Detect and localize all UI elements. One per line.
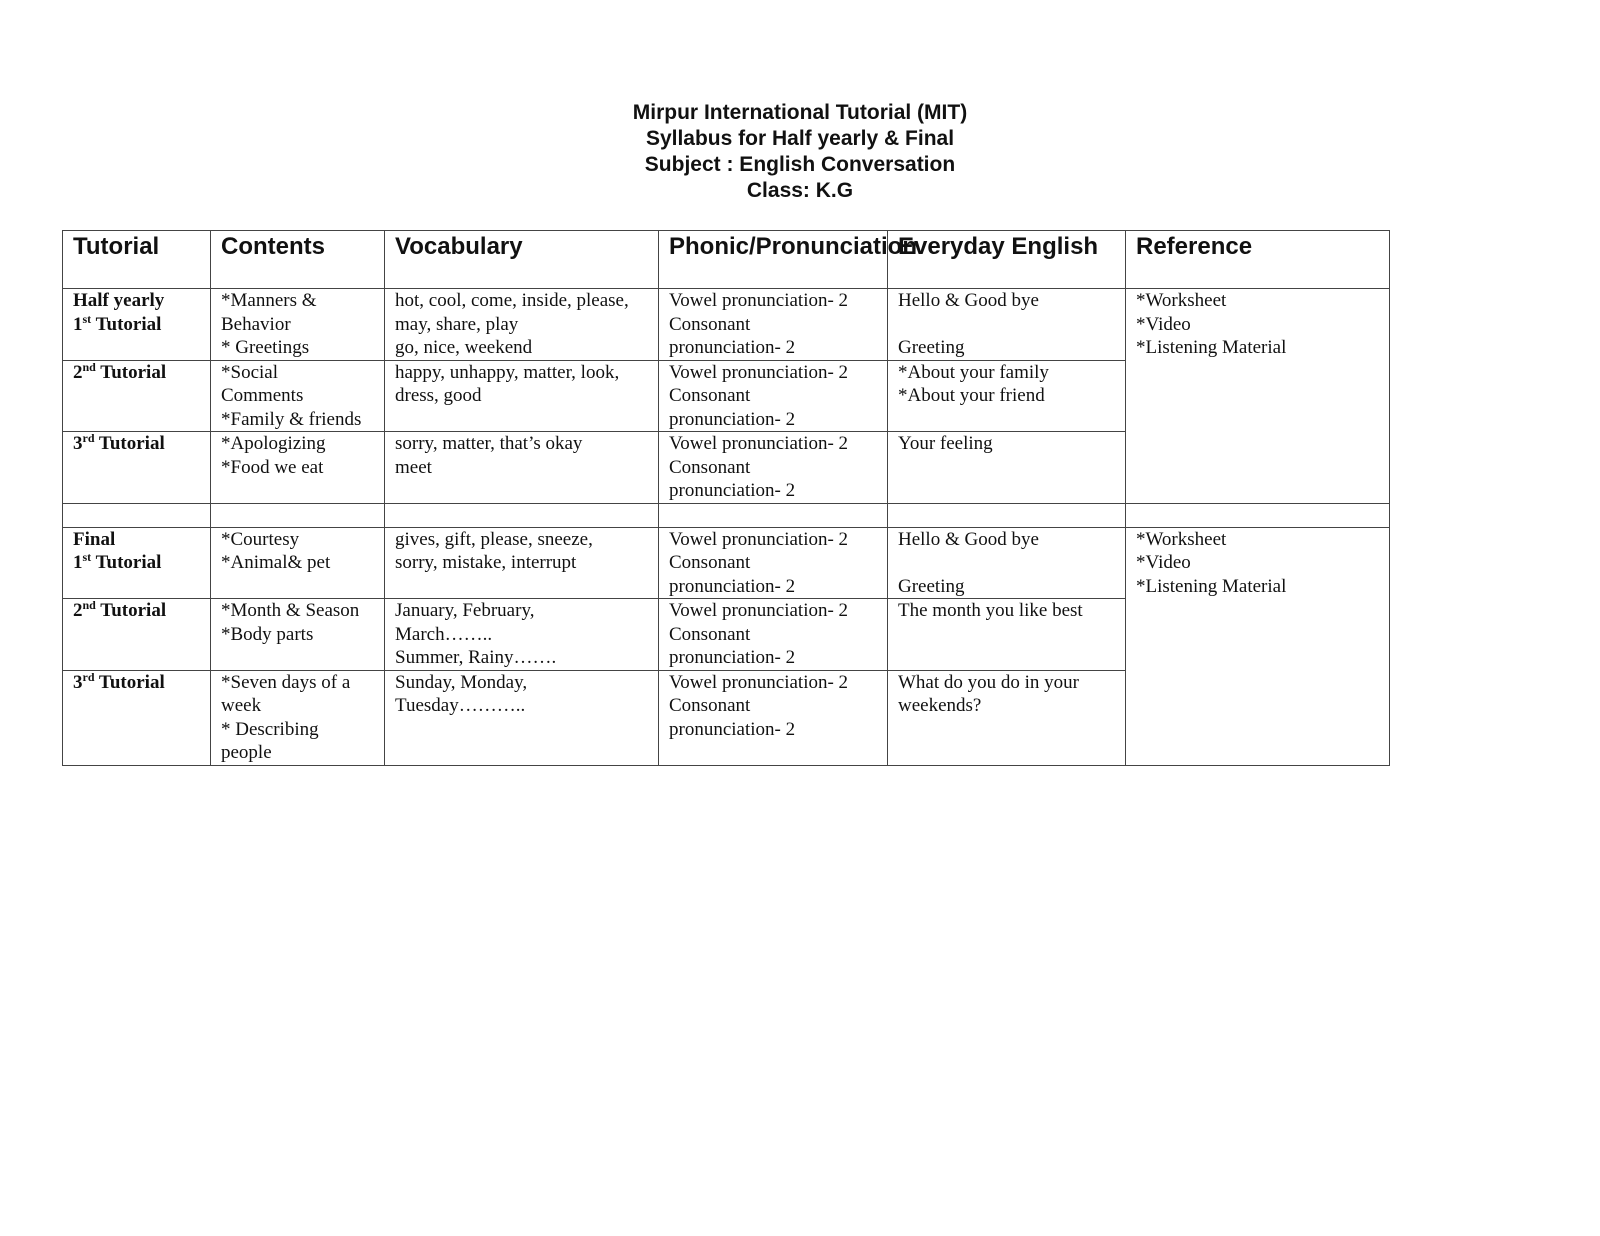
phonic-cell (659, 670, 888, 765)
tutorial-label: Tutorial (100, 361, 167, 383)
tutorial-number: 3 (73, 433, 83, 454)
phonic-line: pronunciation- 2 (669, 337, 796, 358)
document-header (0, 100, 1600, 204)
everyday-line: *About your family (898, 361, 1049, 383)
phonic-cell (659, 360, 888, 432)
vocabulary-cell (385, 289, 659, 361)
term-label: Half yearly (73, 290, 165, 311)
contents-line: *Month & Season (221, 600, 360, 621)
contents-line: *Animal& pet (221, 552, 331, 573)
everyday-english-cell (888, 289, 1126, 361)
contents-line: *Courtesy (221, 528, 300, 550)
contents-line: week (221, 695, 262, 716)
reference-cell (1126, 289, 1390, 504)
contents-line: *Food we eat (221, 456, 324, 478)
tutorial-number: 2 (73, 600, 83, 621)
contents-cell (211, 527, 385, 599)
tutorial-cell (63, 670, 211, 765)
contents-cell (211, 670, 385, 765)
phonic-line: Vowel pronunciation- 2 (669, 290, 849, 311)
phonic-line: Consonant (669, 385, 751, 406)
everyday-line: Hello & Good bye (898, 528, 1039, 550)
syllabus-table (62, 230, 1390, 766)
reference-line: *Video (1136, 552, 1191, 573)
column-header-everyday-english: Everyday English (888, 231, 1126, 289)
phonic-line: Vowel pronunciation- 2 (669, 600, 849, 621)
contents-line: * Describing (221, 718, 319, 740)
tutorial-number: 1 (73, 552, 83, 573)
vocabulary-line: hot, cool, come, inside, please, (395, 290, 629, 311)
vocabulary-line: meet (395, 456, 432, 478)
vocabulary-line: March…….. (395, 623, 493, 645)
reference-line: *Video (1136, 313, 1191, 335)
empty-cell (1126, 503, 1390, 527)
tutorial-number: 2 (73, 361, 83, 383)
everyday-line: Greeting (898, 575, 965, 597)
contents-line: *Social (221, 361, 278, 383)
tutorial-label: Tutorial (98, 433, 165, 454)
phonic-line: Vowel pronunciation- 2 (669, 528, 849, 550)
contents-line: *Seven days of a (221, 671, 351, 693)
reference-cell (1126, 527, 1390, 765)
contents-cell (211, 432, 385, 504)
phonic-line: Consonant (669, 456, 751, 478)
reference-line: *Listening Material (1136, 575, 1287, 597)
tutorial-number: 1 (73, 313, 83, 335)
contents-cell (211, 289, 385, 361)
everyday-line: *About your friend (898, 385, 1045, 406)
vocabulary-line: January, February, (395, 600, 535, 621)
class-title: Class: K.G (746, 179, 854, 202)
ordinal-suffix: rd (82, 431, 95, 445)
phonic-line: pronunciation- 2 (669, 718, 796, 740)
column-header-reference: Reference (1126, 231, 1390, 289)
contents-line: *Apologizing (221, 433, 326, 454)
vocabulary-cell (385, 360, 659, 432)
tutorial-cell (63, 432, 211, 504)
contents-line: people (221, 742, 272, 763)
syllabus-title: Syllabus for Half yearly & Final (645, 127, 955, 150)
phonic-cell (659, 527, 888, 599)
empty-cell (385, 503, 659, 527)
everyday-english-cell (888, 360, 1126, 432)
table-header-row (63, 231, 1390, 289)
vocabulary-cell (385, 432, 659, 504)
phonic-cell (659, 599, 888, 671)
contents-cell (211, 360, 385, 432)
column-header-tutorial: Tutorial (63, 231, 211, 289)
reference-line: *Worksheet (1136, 528, 1227, 550)
phonic-line: Vowel pronunciation- 2 (669, 433, 849, 454)
tutorial-cell (63, 527, 211, 599)
everyday-english-cell (888, 599, 1126, 671)
contents-cell (211, 599, 385, 671)
ordinal-suffix: nd (82, 598, 96, 612)
everyday-english-cell (888, 527, 1126, 599)
subject-title: Subject : English Conversation (644, 153, 956, 176)
phonic-line: pronunciation- 2 (669, 480, 796, 501)
table-row (63, 527, 1390, 599)
column-header-contents: Contents (211, 231, 385, 289)
everyday-line: Greeting (898, 337, 965, 358)
contents-line: * Greetings (221, 337, 310, 358)
everyday-english-cell (888, 670, 1126, 765)
vocabulary-line: go, nice, weekend (395, 337, 533, 358)
tutorial-number: 3 (73, 671, 83, 693)
everyday-line: What do you do in your (898, 671, 1080, 693)
vocabulary-line: Tuesday……….. (395, 695, 526, 716)
reference-line: *Listening Material (1136, 337, 1287, 358)
everyday-line: The month you like best (898, 600, 1083, 621)
empty-cell (211, 503, 385, 527)
contents-line: *Family & friends (221, 408, 362, 430)
vocabulary-line: gives, gift, please, sneeze, (395, 528, 593, 550)
vocabulary-line: Summer, Rainy……. (395, 647, 557, 668)
everyday-line: Your feeling (898, 433, 993, 454)
vocabulary-cell (385, 599, 659, 671)
tutorial-cell (63, 360, 211, 432)
phonic-line: Consonant (669, 623, 751, 645)
empty-cell (63, 503, 211, 527)
tutorial-cell (63, 289, 211, 361)
tutorial-label: Tutorial (95, 552, 162, 573)
everyday-english-cell (888, 432, 1126, 504)
everyday-line (898, 551, 1115, 575)
institution-title: Mirpur International Tutorial (MIT) (632, 101, 968, 124)
column-header-vocabulary: Vocabulary (385, 231, 659, 289)
ordinal-suffix: nd (82, 359, 96, 374)
vocabulary-cell (385, 527, 659, 599)
phonic-cell (659, 289, 888, 361)
phonic-line: Consonant (669, 695, 751, 716)
reference-line: *Worksheet (1136, 290, 1227, 311)
empty-cell (888, 503, 1126, 527)
phonic-line: pronunciation- 2 (669, 408, 796, 430)
vocabulary-line: happy, unhappy, matter, look, (395, 361, 620, 383)
phonic-cell (659, 432, 888, 504)
ordinal-suffix: st (82, 311, 92, 326)
spacer-row (63, 503, 1390, 527)
tutorial-label: Tutorial (98, 671, 165, 693)
ordinal-suffix: rd (82, 669, 95, 684)
table-row (63, 289, 1390, 361)
phonic-line: pronunciation- 2 (669, 647, 796, 668)
vocabulary-cell (385, 670, 659, 765)
contents-line: Comments (221, 385, 304, 406)
vocabulary-line: Sunday, Monday, (395, 671, 528, 693)
vocabulary-line: sorry, mistake, interrupt (395, 552, 577, 573)
tutorial-cell (63, 599, 211, 671)
ordinal-suffix: st (82, 550, 92, 564)
phonic-line: pronunciation- 2 (669, 575, 796, 597)
contents-line: *Manners & (221, 290, 317, 311)
column-header-phonic: Phonic/Pronunciation (659, 231, 888, 289)
empty-cell (659, 503, 888, 527)
term-label: Final (73, 528, 116, 550)
vocabulary-line: sorry, matter, that’s okay (395, 433, 583, 454)
phonic-line: Vowel pronunciation- 2 (669, 671, 849, 693)
vocabulary-line: dress, good (395, 385, 482, 406)
phonic-line: Vowel pronunciation- 2 (669, 361, 849, 383)
vocabulary-line: may, share, play (395, 313, 519, 335)
phonic-line: Consonant (669, 552, 751, 573)
phonic-line: Consonant (669, 313, 751, 335)
tutorial-label: Tutorial (95, 313, 162, 335)
contents-line: *Body parts (221, 623, 314, 645)
everyday-line (898, 313, 1115, 337)
tutorial-label: Tutorial (100, 600, 167, 621)
everyday-line: Hello & Good bye (898, 290, 1039, 311)
contents-line: Behavior (221, 313, 291, 335)
everyday-line: weekends? (898, 695, 982, 716)
